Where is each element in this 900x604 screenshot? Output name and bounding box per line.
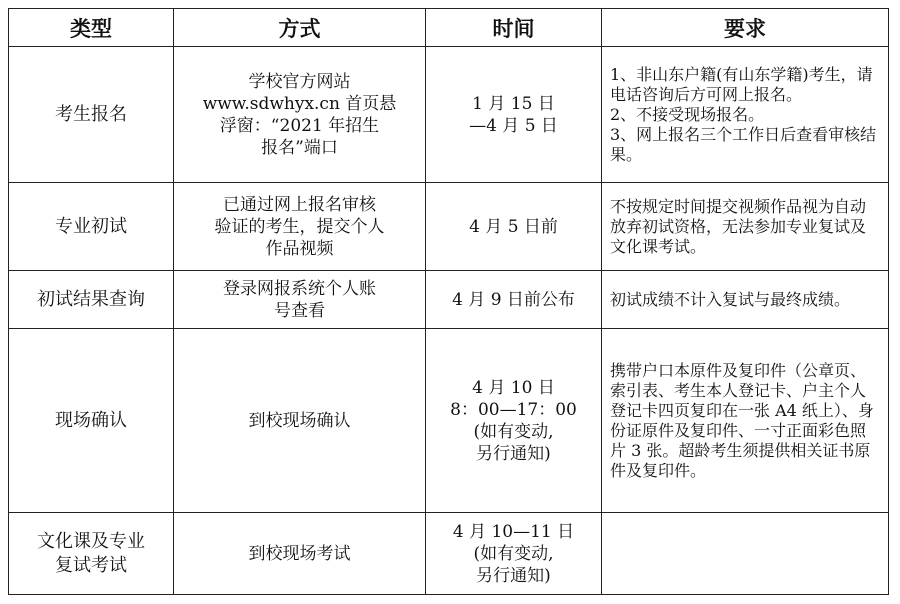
cell-requirements — [602, 271, 889, 329]
cell-type — [9, 183, 174, 271]
time-line: (如有变动, — [473, 421, 554, 442]
header-method: 方式 — [174, 9, 426, 47]
type-line: 初试结果查询 — [37, 288, 145, 310]
method-line: 学校官方网站 — [248, 71, 351, 92]
table-row — [9, 513, 889, 595]
time-line: 8：00—17：00 — [450, 399, 577, 420]
type-line: 考生报名 — [55, 103, 127, 125]
method-line: 作品视频 — [265, 238, 334, 259]
cell-type — [9, 47, 174, 183]
type-line: 复试考试 — [55, 554, 127, 576]
cell-time — [426, 47, 602, 183]
table-row — [9, 329, 889, 513]
cell-requirements — [602, 47, 889, 183]
type-line: 专业初试 — [55, 215, 127, 237]
cell-time — [426, 271, 602, 329]
table-row — [9, 183, 889, 271]
time-line: 另行通知) — [476, 565, 551, 586]
header-type: 类型 — [9, 9, 174, 47]
cell-time — [426, 513, 602, 595]
time-line: 4 月 10—11 日 — [452, 521, 575, 542]
cell-type — [9, 329, 174, 513]
method-line: 到校现场确认 — [248, 410, 351, 431]
cell-requirements — [602, 513, 889, 595]
requirement-line: 携带户口本原件及复印件（公章页、索引表、考生本人登记卡、户主个人登记卡四页复印在一张 A4 纸上）、身份证原件及复印件、一寸正面彩色照片 3 张。超龄考生须提供相关证书原件及复印件。 — [610, 360, 874, 480]
type-line: 文化课及专业 — [37, 530, 145, 552]
cell-requirements — [602, 329, 889, 513]
cell-method — [174, 329, 426, 513]
cell-method — [174, 513, 426, 595]
method-line: 号查看 — [274, 300, 325, 321]
requirement-line: 初试成绩不计入复试与最终成绩。 — [610, 289, 851, 309]
requirement-line: 不按规定时间提交视频作品视为自动放弃初试资格，无法参加专业复试及文化课考试。 — [610, 196, 867, 256]
table-row — [9, 47, 889, 183]
time-line: 另行通知) — [476, 443, 551, 464]
method-line: 到校现场考试 — [248, 543, 351, 564]
method-line: 报名”端口 — [261, 137, 338, 158]
cell-method — [174, 271, 426, 329]
time-line: 4 月 5 日前 — [469, 216, 558, 237]
cell-method — [174, 183, 426, 271]
table-header-row — [9, 9, 889, 47]
admission-schedule-table — [8, 8, 889, 595]
cell-time — [426, 183, 602, 271]
header-time: 时间 — [426, 9, 602, 47]
type-line: 现场确认 — [55, 409, 127, 431]
time-line: 4 月 9 日前公布 — [452, 289, 575, 310]
cell-method — [174, 47, 426, 183]
time-line: 1 月 15 日 — [472, 93, 555, 114]
cell-type — [9, 271, 174, 329]
time-line: —4 月 5 日 — [469, 115, 558, 136]
table-row — [9, 271, 889, 329]
method-line: 验证的考生，提交个人 — [214, 216, 385, 237]
requirement-line: 2、不接受现场报名。 — [610, 104, 765, 124]
method-line: 已通过网上报名审核 — [223, 194, 376, 215]
time-line: 4 月 10 日 — [472, 377, 555, 398]
method-line: 浮窗：“2021 年招生 — [219, 115, 380, 136]
requirement-line: 1、非山东户籍(有山东学籍)考生，请电话咨询后方可网上报名。 — [610, 64, 873, 104]
time-line: (如有变动, — [473, 543, 554, 564]
header-requirements: 要求 — [602, 9, 889, 47]
method-line: 登录网报系统个人账 — [223, 278, 376, 299]
method-line: www.sdwhyx.cn 首页悬 — [202, 93, 397, 114]
cell-type — [9, 513, 174, 595]
cell-time — [426, 329, 602, 513]
cell-requirements — [602, 183, 889, 271]
requirement-line: 3、网上报名三个工作日后查看审核结果。 — [610, 124, 877, 164]
